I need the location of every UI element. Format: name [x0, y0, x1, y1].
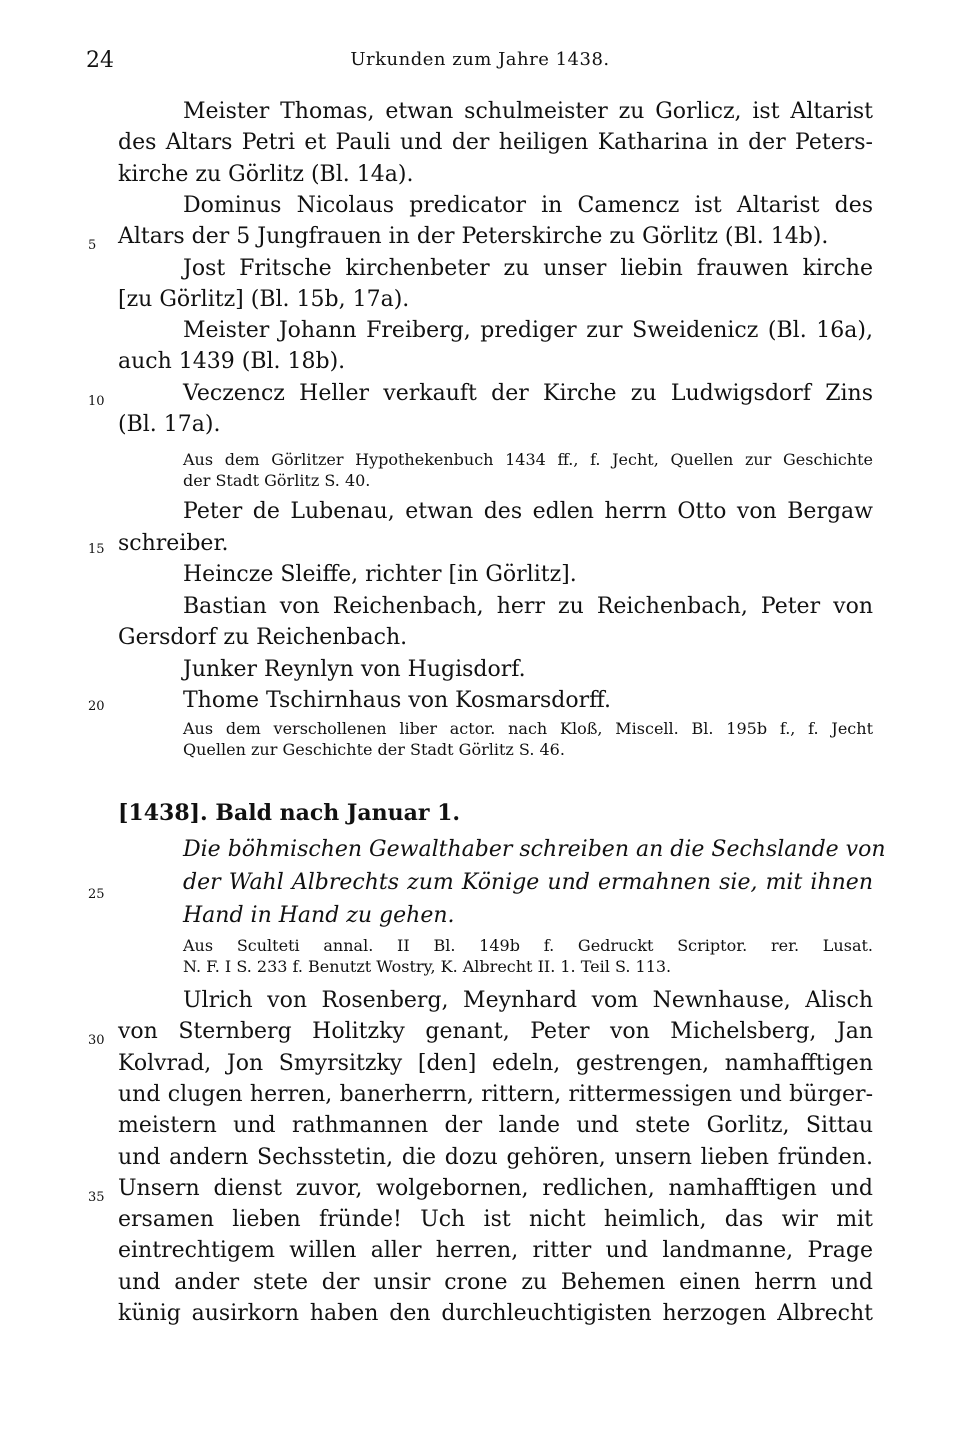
note-line: Aus dem Görlitzer Hypothekenbuch 1434 ff., f. Jecht, Quellen zur Geschichte — [183, 450, 873, 469]
line-number: 30 — [88, 1033, 105, 1048]
text-line: Thome Tschirnhaus von Kosmarsdorff. — [183, 688, 611, 713]
note-line: Aus dem verschollenen liber actor. nach Kloß, Miscell. Bl. 195b f., f. Jecht — [183, 719, 873, 738]
summary-line: Die böhmischen Gewalthaber schreiben an die Sechslande von — [183, 837, 886, 862]
text-line: Jost Fritsche kirchenbeter zu unser liebin frauwen kirche — [183, 255, 873, 281]
text-line: des Altars Petri et Pauli und der heiligen Katharina in der Peters- — [118, 130, 873, 156]
line-number: 15 — [88, 542, 105, 557]
text-line: Dominus Nicolaus predicator in Camencz ist Altarist des — [183, 192, 873, 218]
note-line: Quellen zur Geschichte der Stadt Görlitz S. 46. — [183, 740, 565, 759]
text-line: eintrechtigem willen aller herren, ritter und landmanne, Prage — [118, 1238, 873, 1264]
text-line: kirche zu Görlitz (Bl. 14a). — [118, 161, 414, 187]
page-number: 24 — [86, 48, 114, 73]
text-line: Gersdorf zu Reichenbach. — [118, 625, 408, 650]
text-line: Meister Thomas, etwan schulmeister zu Gorlicz, ist Altarist — [183, 99, 873, 124]
text-line: meistern und rathmannen der lande und stete Gorlitz, Sittau — [118, 1113, 873, 1139]
text-line: Heincze Sleiffe, richter [in Görlitz]. — [183, 562, 577, 587]
note-line: Aus Sculteti annal. II Bl. 149b f. Gedruckt Scriptor. rer. Lusat. — [183, 936, 873, 955]
text-line: künig ausirkorn haben den durchleuchtigisten herzogen Albrecht — [118, 1301, 873, 1326]
text-line: Unsern dienst zuvor, wolgebornen, redlichen, namhafftigen und — [118, 1175, 873, 1201]
text-line: ersamen lieben fründe! Uch ist nicht heimlich, das wir mit — [118, 1207, 873, 1233]
text-line: Ulrich von Rosenberg, Meynhard vom Newnhause, Alisch — [183, 988, 873, 1013]
text-line: Veczencz Heller verkauft der Kirche zu Ludwigsdorf Zins — [183, 380, 873, 406]
text-line: Altars der 5 Jungfrauen in der Peterskirche zu Görlitz (Bl. 14b). — [118, 224, 829, 250]
text-line: und clugen herren, banerherrn, rittern, rittermessigen und bürger- — [118, 1081, 873, 1107]
text-line: schreiber. — [118, 530, 229, 556]
summary-line: Hand in Hand zu gehen. — [183, 903, 455, 928]
note-line: N. F. I S. 233 f. Benutzt Wostry, K. Albrecht II. 1. Teil S. 113. — [183, 957, 672, 976]
text-line: Junker Reynlyn von Hugisdorf. — [183, 656, 526, 682]
note-line: der Stadt Görlitz S. 40. — [183, 471, 371, 490]
line-number: 20 — [88, 699, 105, 714]
text-line: und andern Sechsstetin, die dozu gehören, unsern lieben fründen. — [118, 1144, 873, 1170]
text-line: Kolvrad, Jon Smyrsitzky [den] edeln, gestrengen, namhafftigen — [118, 1050, 873, 1076]
text-line: [zu Görlitz] (Bl. 15b, 17a). — [118, 286, 410, 312]
text-line: Peter de Lubenau, etwan des edlen herrn Otto von Bergaw — [183, 499, 873, 524]
text-line: (Bl. 17a). — [118, 412, 221, 437]
line-number: 25 — [88, 887, 105, 902]
line-number: 35 — [88, 1190, 105, 1205]
section-heading: [1438]. Bald nach Januar 1. — [118, 800, 461, 826]
summary-line: der Wahl Albrechts zum Könige und ermahnen sie, mit ihnen — [183, 870, 873, 895]
running-title: Urkunden zum Jahre 1438. — [350, 49, 610, 70]
line-number: 5 — [88, 238, 97, 253]
text-line: Bastian von Reichenbach, herr zu Reichenbach, Peter von — [183, 593, 873, 619]
line-number: 10 — [88, 394, 105, 409]
text-line: Meister Johann Freiberg, prediger zur Sweidenicz (Bl. 16a), — [183, 318, 873, 344]
text-line: von Sternberg Holitzky genant, Peter von Michelsberg, Jan — [118, 1019, 873, 1045]
text-line: und ander stete der unsir crone zu Behemen einen herrn und — [118, 1269, 873, 1295]
text-line: auch 1439 (Bl. 18b). — [118, 349, 346, 375]
